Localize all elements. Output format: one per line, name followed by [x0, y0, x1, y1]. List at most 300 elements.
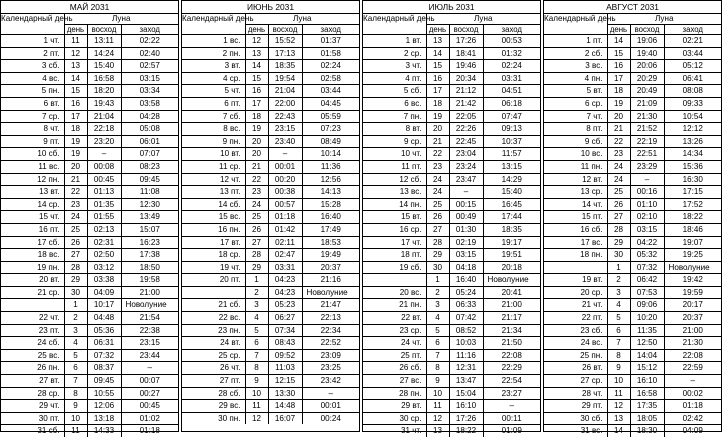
moonset-cell: 22:38 [121, 324, 178, 337]
table-row [544, 362, 721, 375]
moonset-cell: – [664, 375, 721, 388]
table-row [544, 60, 721, 73]
table-row [1, 236, 178, 249]
table-row [182, 211, 359, 224]
table-row [544, 47, 721, 60]
moon-day-cell: 9 [245, 375, 268, 388]
moon-day-cell: 21 [426, 135, 449, 148]
moonrise-cell: 19:54 [268, 72, 302, 85]
moonset-cell: 09:33 [664, 97, 721, 110]
moonset-cell: 03:31 [483, 72, 540, 85]
calendar-day-cell [363, 274, 426, 287]
moonrise-cell: 07:32 [630, 261, 664, 274]
table-row [182, 412, 359, 424]
moonrise-cell: 16:40 [449, 274, 483, 287]
table-row [182, 135, 359, 148]
moon-day-cell: 19 [426, 110, 449, 123]
moonset-cell: 16:40 [302, 211, 359, 224]
moonrise-header: восход [630, 25, 664, 35]
moonrise-cell: 00:08 [87, 160, 121, 173]
calendar-day-cell: 12 вт. [544, 173, 607, 186]
moonrise-cell: 20:06 [630, 60, 664, 73]
moon-day-cell: 13 [426, 35, 449, 48]
calendar-day-cell: 11 пн. [544, 160, 607, 173]
calendar-day-cell: 15 пт. [544, 211, 607, 224]
month-rows [544, 35, 721, 437]
moonset-cell: 03:44 [664, 47, 721, 60]
calendar-day-cell: 7 ср. [1, 110, 64, 123]
calendar-day-cell: 1 чт. [1, 35, 64, 48]
moon-day-cell: 20 [245, 135, 268, 148]
moonrise-cell: 10:55 [87, 387, 121, 400]
table-row [182, 324, 359, 337]
moonset-cell: 07:23 [302, 123, 359, 136]
moonset-cell: 21:54 [121, 312, 178, 325]
calendar-day-cell: 20 ср. [544, 286, 607, 299]
table-row [182, 337, 359, 350]
calendar-day-cell: 6 ср. [544, 97, 607, 110]
calendar-day-cell: 11 вс. [1, 160, 64, 173]
moonset-cell: 21:16 [302, 274, 359, 287]
moonrise-cell: 00:20 [268, 173, 302, 186]
moonset-cell: 19:49 [302, 249, 359, 262]
moonset-cell: 18:46 [664, 223, 721, 236]
moonset-cell: 11:08 [121, 186, 178, 199]
moon-day-cell: 10 [64, 412, 87, 425]
moonrise-cell: 01:55 [87, 211, 121, 224]
moonset-cell: 00:53 [483, 35, 540, 48]
moon-day-cell: 7 [426, 349, 449, 362]
table-row [544, 72, 721, 85]
moonset-cell: 14:34 [664, 148, 721, 161]
calendar-day-cell: 27 ср. [544, 375, 607, 388]
moon-day-cell: 17 [64, 110, 87, 123]
calendar-day-cell: 28 ср. [1, 387, 64, 400]
moon-day-cell: 4 [426, 312, 449, 325]
moon-day-cell: 18 [426, 97, 449, 110]
moonset-cell: 05:12 [664, 60, 721, 73]
calendar-day-cell: 7 чт. [544, 110, 607, 123]
moonset-cell: 21:47 [302, 299, 359, 312]
calendar-day-cell: 20 вт. [1, 274, 64, 287]
month-title: АВГУСТ 2031 [544, 1, 721, 14]
moon-day-cell: 11 [64, 35, 87, 48]
moonrise-header: восход [87, 25, 121, 35]
moon-day-cell: 18 [607, 85, 630, 98]
calendar-day-cell: 25 ср. [182, 349, 245, 362]
moonset-cell: 18:53 [302, 236, 359, 249]
table-row [182, 198, 359, 211]
moonrise-cell: 12:15 [268, 375, 302, 388]
moonset-cell: 00:45 [121, 400, 178, 413]
moon-day-cell: 9 [426, 375, 449, 388]
table-row [544, 337, 721, 350]
moonrise-cell: 10:03 [449, 337, 483, 350]
moon-day-cell: 6 [245, 337, 268, 350]
moonrise-cell: 11:16 [449, 349, 483, 362]
moonrise-cell: 23:40 [268, 135, 302, 148]
calendar-day-cell: 28 сб. [182, 387, 245, 400]
moon-day-cell: 3 [607, 286, 630, 299]
moon-day-cell: 24 [607, 173, 630, 186]
calendar-day-cell: 1 вс. [182, 35, 245, 48]
moonrise-cell: 05:23 [268, 299, 302, 312]
month-block [543, 0, 722, 432]
moonrise-cell: 00:38 [268, 186, 302, 199]
table-row [182, 387, 359, 400]
moonrise-cell: 07:32 [87, 349, 121, 362]
calendar-day-cell: 1 пт. [544, 35, 607, 48]
moonset-cell: 20:17 [664, 299, 721, 312]
moon-day-header: день [64, 25, 87, 35]
moonrise-cell: 02:13 [87, 223, 121, 236]
moonrise-cell: 20:29 [630, 72, 664, 85]
calendar-day-cell: 17 сб. [1, 236, 64, 249]
moonrise-cell: 01:42 [268, 223, 302, 236]
moon-day-cell: 3 [245, 299, 268, 312]
moonrise-cell: 05:36 [87, 324, 121, 337]
moon-day-cell: 23 [245, 186, 268, 199]
moonset-cell: 00:01 [302, 400, 359, 413]
table-row [182, 223, 359, 236]
moonrise-cell: – [87, 148, 121, 161]
calendar-day-header: Календарный день [363, 14, 426, 35]
moonrise-cell: 09:45 [87, 375, 121, 388]
calendar-day-cell: 24 вт. [182, 337, 245, 350]
calendar-day-cell: 19 вт. [544, 274, 607, 287]
moonset-cell: 01:32 [483, 47, 540, 60]
moonrise-cell: 19:40 [630, 47, 664, 60]
table-row [363, 324, 540, 337]
moonset-cell: 02:58 [302, 72, 359, 85]
moonset-cell: 04:09 [664, 425, 721, 437]
table-row [182, 349, 359, 362]
moonset-cell: 20:37 [302, 261, 359, 274]
moonrise-cell: 07:53 [630, 286, 664, 299]
calendar-day-cell: 4 вс. [1, 72, 64, 85]
calendar-day-cell: 8 вт. [363, 123, 426, 136]
moonrise-cell: 23:29 [630, 160, 664, 173]
moonset-cell: 14:13 [302, 186, 359, 199]
table-row [363, 362, 540, 375]
moonset-cell: 19:51 [483, 249, 540, 262]
table-row [544, 223, 721, 236]
moon-day-cell: 2 [607, 274, 630, 287]
calendar-day-cell: 2 сб. [544, 47, 607, 60]
table-row [182, 35, 359, 48]
table-row [363, 425, 540, 437]
moonset-cell: 03:15 [121, 72, 178, 85]
table-row [182, 148, 359, 161]
moonset-cell: 02:24 [302, 60, 359, 73]
moon-header: Луна [64, 14, 178, 25]
moonrise-cell: 18:22 [449, 425, 483, 437]
moon-day-header: день [426, 25, 449, 35]
moonrise-cell: 04:09 [87, 286, 121, 299]
moonrise-cell: 04:23 [268, 274, 302, 287]
calendar-day-cell: 31 сб. [1, 425, 64, 437]
table-row [1, 72, 178, 85]
table-row [182, 85, 359, 98]
table-row [544, 286, 721, 299]
moonset-cell: 23:15 [121, 337, 178, 350]
calendar-day-cell: 2 пт. [1, 47, 64, 60]
moon-day-cell: 12 [426, 412, 449, 425]
table-row [1, 261, 178, 274]
moon-day-cell: 1 [64, 299, 87, 312]
table-row [363, 299, 540, 312]
table-row [363, 160, 540, 173]
calendar-day-cell: 1 вт. [363, 35, 426, 48]
calendar-day-cell: 15 вс. [182, 211, 245, 224]
moonrise-cell: 01:18 [268, 211, 302, 224]
calendar-day-cell: 17 вт. [182, 236, 245, 249]
moonset-cell: 08:23 [121, 160, 178, 173]
table-row [363, 312, 540, 325]
table-row [1, 274, 178, 287]
moon-day-cell: 17 [607, 72, 630, 85]
moonrise-cell: 01:30 [449, 223, 483, 236]
moon-day-cell: 24 [426, 186, 449, 199]
moon-day-cell: 14 [245, 60, 268, 73]
calendar-day-cell: 22 чт. [1, 312, 64, 325]
moonset-cell: 15:36 [664, 160, 721, 173]
moonset-cell: 01:02 [121, 412, 178, 425]
calendar-day-cell: 31 чт. [363, 425, 426, 437]
moonrise-cell: 17:26 [449, 412, 483, 425]
moonset-cell: 16:45 [483, 198, 540, 211]
moon-day-cell: 4 [607, 299, 630, 312]
moonset-cell: 02:42 [664, 412, 721, 425]
calendar-day-header: Календарный день [1, 14, 64, 35]
calendar-day-cell: 26 чт. [182, 362, 245, 375]
moon-day-cell: 19 [64, 148, 87, 161]
table-row [544, 236, 721, 249]
moonrise-cell: 22:45 [449, 135, 483, 148]
moon-day-cell: 26 [426, 211, 449, 224]
moonset-cell: – [121, 362, 178, 375]
moonset-cell: 03:34 [121, 85, 178, 98]
moonrise-cell: 22:51 [630, 148, 664, 161]
moon-day-cell: 6 [607, 324, 630, 337]
moonrise-cell: 00:49 [449, 211, 483, 224]
moonset-cell: 15:40 [483, 186, 540, 199]
moonset-cell: 00:11 [483, 412, 540, 425]
moonset-cell: 06:41 [664, 72, 721, 85]
moon-day-cell: 12 [245, 412, 268, 424]
moon-day-cell: 4 [245, 312, 268, 325]
table-row [182, 123, 359, 136]
moonset-cell: 15:28 [302, 198, 359, 211]
moonset-cell: 23:27 [483, 387, 540, 400]
moonrise-cell: – [449, 186, 483, 199]
moonrise-cell: 01:10 [630, 198, 664, 211]
moonrise-cell: 21:42 [449, 97, 483, 110]
table-row [182, 173, 359, 186]
moon-day-cell: 24 [64, 211, 87, 224]
moon-header: Луна [426, 14, 540, 25]
moon-day-cell: 7 [64, 375, 87, 388]
moonset-cell: 19:07 [664, 236, 721, 249]
moon-day-cell: 18 [64, 123, 87, 136]
moonrise-cell: 22:43 [268, 110, 302, 123]
moon-day-cell: 5 [426, 324, 449, 337]
moon-day-cell: 28 [245, 249, 268, 262]
table-row [363, 249, 540, 262]
moon-day-cell: 9 [607, 362, 630, 375]
moonrise-cell: 20:34 [449, 72, 483, 85]
month-rows [182, 35, 359, 425]
calendar-day-cell [182, 286, 245, 299]
calendar-day-cell: 15 чт. [1, 211, 64, 224]
moon-day-cell: 6 [64, 362, 87, 375]
moonrise-cell: 15:52 [268, 35, 302, 48]
moonset-cell: Новолуние [664, 261, 721, 274]
calendar-day-cell: 6 вс. [363, 97, 426, 110]
moonset-cell: 00:07 [121, 375, 178, 388]
moonset-header: заход [664, 25, 721, 35]
calendar-day-cell: 27 вт. [1, 375, 64, 388]
calendar-day-cell: 9 пн. [182, 135, 245, 148]
table-row [363, 47, 540, 60]
calendar-day-cell: 30 пн. [182, 412, 245, 424]
moon-day-cell: 29 [426, 249, 449, 262]
moon-day-cell: 11 [245, 400, 268, 413]
moon-day-cell: 19 [64, 135, 87, 148]
moonset-cell: 02:21 [664, 35, 721, 48]
table-row [363, 223, 540, 236]
moon-day-cell: 23 [64, 198, 87, 211]
moon-day-cell: 25 [64, 223, 87, 236]
moon-day-cell: 14 [607, 425, 630, 437]
moonrise-cell: 10:17 [87, 299, 121, 312]
calendar-day-cell: 12 сб. [363, 173, 426, 186]
moonrise-cell: 19:06 [630, 35, 664, 48]
table-row [1, 198, 178, 211]
moon-day-cell: 29 [64, 274, 87, 287]
moon-day-cell: 13 [64, 60, 87, 73]
moon-day-cell: 5 [64, 349, 87, 362]
calendar-day-cell: 22 пт. [544, 312, 607, 325]
moonset-cell: 21:00 [483, 299, 540, 312]
moonrise-cell: 09:52 [268, 349, 302, 362]
moon-day-cell: 28 [426, 236, 449, 249]
moonrise-cell: 18:30 [630, 425, 664, 437]
moonrise-cell: 01:35 [87, 198, 121, 211]
table-row [182, 47, 359, 60]
table-row [363, 286, 540, 299]
moon-header: Луна [607, 14, 721, 25]
moonrise-cell: 16:10 [449, 400, 483, 413]
moonrise-cell: 21:09 [630, 97, 664, 110]
calendar-day-cell: 5 сб. [363, 85, 426, 98]
moonset-cell: 07:47 [483, 110, 540, 123]
table-row [544, 211, 721, 224]
moonset-cell: 21:00 [664, 324, 721, 337]
moonset-cell: 22:34 [302, 324, 359, 337]
calendar-day-cell: 18 вс. [1, 249, 64, 262]
table-row [182, 274, 359, 287]
table-row [182, 312, 359, 325]
moonset-cell: 01:58 [302, 47, 359, 60]
calendar-day-cell: 21 чт. [544, 299, 607, 312]
moonset-cell: 03:44 [302, 85, 359, 98]
moonrise-cell: 08:43 [268, 337, 302, 350]
calendar-day-header: Календарный день [182, 14, 245, 35]
calendar-day-cell: 30 пт. [1, 412, 64, 425]
calendar-day-cell: 5 пн. [1, 85, 64, 98]
table-row [363, 412, 540, 425]
moon-day-cell: 26 [245, 223, 268, 236]
moon-day-cell: 15 [426, 60, 449, 73]
moonrise-cell: 03:15 [630, 223, 664, 236]
moonrise-cell: 14:04 [630, 349, 664, 362]
moonrise-cell: 04:22 [630, 236, 664, 249]
moonrise-cell: 13:47 [449, 375, 483, 388]
moon-day-cell: 12 [64, 47, 87, 60]
table-row [1, 425, 178, 437]
moonrise-cell: 21:12 [449, 85, 483, 98]
calendar-day-cell: 4 пт. [363, 72, 426, 85]
calendar-day-cell: 28 чт. [544, 387, 607, 400]
table-row [544, 186, 721, 199]
table-row [1, 324, 178, 337]
moonset-cell: Новолуние [483, 274, 540, 287]
moon-day-cell: 2 [245, 286, 268, 299]
moon-day-cell: 28 [607, 223, 630, 236]
moonrise-cell: 22:05 [449, 110, 483, 123]
moonrise-cell: 22:00 [268, 97, 302, 110]
month-block [362, 0, 541, 432]
moonset-cell: 01:18 [121, 425, 178, 437]
moonrise-cell: 06:31 [87, 337, 121, 350]
moon-day-cell: 14 [607, 35, 630, 48]
moonrise-cell: 10:20 [630, 312, 664, 325]
moon-day-cell: 24 [607, 160, 630, 173]
moon-day-cell: 21 [64, 173, 87, 186]
calendar-day-cell: 24 чт. [363, 337, 426, 350]
moon-day-cell: 22 [245, 173, 268, 186]
calendar-day-cell: 27 вс. [363, 375, 426, 388]
table-row [1, 60, 178, 73]
moonset-cell: 10:37 [483, 135, 540, 148]
table-row [1, 349, 178, 362]
table-row [544, 312, 721, 325]
calendar-day-cell: 3 вс. [544, 60, 607, 73]
moonrise-cell: 23:04 [449, 148, 483, 161]
table-row [363, 375, 540, 388]
moon-day-cell: 10 [607, 375, 630, 388]
moon-day-cell: 3 [426, 299, 449, 312]
moon-day-cell: 1 [245, 274, 268, 287]
calendar-day-cell: 17 чт. [363, 236, 426, 249]
moon-day-cell: 8 [64, 387, 87, 400]
moonrise-cell: 14:24 [87, 47, 121, 60]
moonset-cell: 08:08 [664, 85, 721, 98]
moonrise-cell: 06:27 [268, 312, 302, 325]
moonset-cell: 15:07 [121, 223, 178, 236]
moonset-cell: 01:18 [664, 400, 721, 413]
moon-day-cell: 14 [426, 47, 449, 60]
moonrise-cell: 04:48 [87, 312, 121, 325]
table-row [1, 186, 178, 199]
moon-day-cell: 10 [426, 387, 449, 400]
moonrise-cell: 11:03 [268, 362, 302, 375]
table-row [1, 286, 178, 299]
moonrise-cell: 18:20 [87, 85, 121, 98]
moonrise-cell: 22:19 [630, 135, 664, 148]
moonset-cell: 11:57 [483, 148, 540, 161]
